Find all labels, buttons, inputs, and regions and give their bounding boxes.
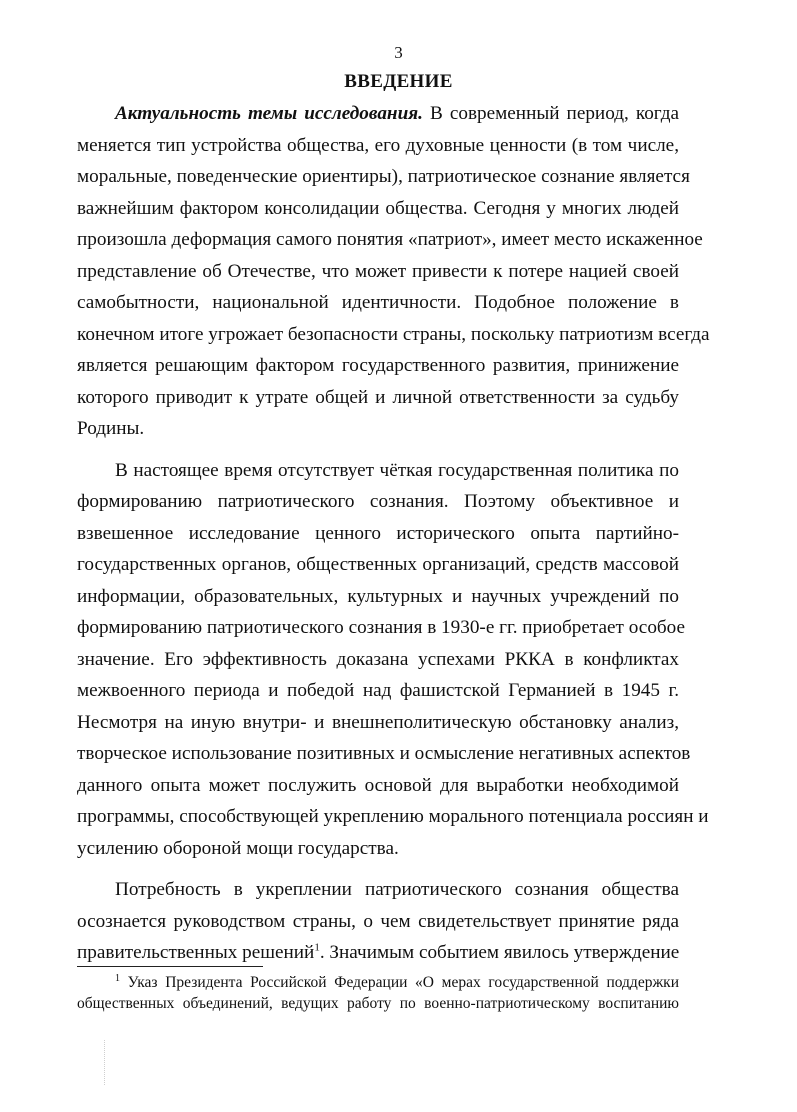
section-heading: ВВЕДЕНИЕ — [344, 71, 453, 92]
paragraph-line: В настоящее время отсутствует чёткая государственная политика по — [115, 459, 679, 481]
paragraph-lead: Актуальность темы исследования. — [115, 103, 423, 124]
paragraph-line: Актуальность темы исследования. В современный период, когда — [115, 103, 679, 124]
page-number: 3 — [394, 43, 403, 62]
paragraph-line: формированию патриотического сознания в 1930-е гг. приобретает особое — [77, 617, 686, 638]
paragraph-need — [77, 874, 679, 969]
paragraph-relevance — [77, 98, 710, 445]
paragraph-line: важнейшим фактором консолидации общества. Сегодня у многих людей — [77, 197, 679, 219]
paragraph-line: программы, способствующей укреплению морального потенциала россиян и — [77, 806, 709, 827]
paragraph-line: Потребность в укреплении патриотического сознания общества — [115, 879, 679, 900]
paragraph-line: представление об Отечестве, что может привести к потере нацией своей — [77, 260, 679, 282]
paragraph-line: конечном итоге угрожает безопасности страны, поскольку патриотизм всегда — [77, 323, 710, 345]
paragraph-line: творческое использование позитивных и осмысление негативных аспектов — [77, 743, 691, 764]
footnote-line: общественных объединений, ведущих работу по военно-патриотическому воспитанию — [77, 995, 679, 1012]
paragraph-line: усилению обороной мощи государства. — [77, 837, 399, 859]
paragraph-line: осознается руководством страны, о чем свидетельствует принятие ряда — [77, 910, 679, 932]
footnote-reference[interactable]: 1 — [314, 941, 320, 954]
paragraph-line: государственных органов, общественных организаций, средств массовой — [77, 554, 679, 575]
paragraph-line: межвоенного периода и победой над фашистской Германией в 1945 г. — [77, 680, 679, 701]
paragraph-line: произошла деформация самого понятия «патриот», имеет место искаженное — [77, 229, 703, 250]
paragraph-gap — [77, 445, 679, 455]
footnote-marker: 1 — [115, 972, 120, 984]
footnote-divider — [77, 966, 263, 967]
paragraph-gap — [77, 864, 679, 874]
paragraph-line: моральные, поведенческие ориентиры), патриотическое сознание является — [77, 166, 690, 187]
paragraph-line: меняется тип устройства общества, его духовные ценности (в том числе, — [77, 134, 679, 156]
scan-artifact — [104, 1040, 106, 1085]
paragraph-line: данного опыта может послужить основой для выработки необходимой — [77, 774, 679, 796]
paragraph-policy — [77, 455, 709, 865]
paragraph-line: является решающим фактором государственного развития, принижение — [77, 355, 679, 376]
paragraph-line: взвешенное исследование ценного исторического опыта партийно- — [77, 522, 679, 544]
paragraph-line: информации, образовательных, культурных и научных учреждений по — [77, 585, 679, 607]
footnote — [77, 972, 679, 1014]
body-text — [77, 98, 710, 969]
paragraph-line: правительственных решений$^1$. Значимым событием явилось утверждение — [77, 941, 680, 963]
paragraph-line: которого приводит к утрате общей и личной ответственности за судьбу — [77, 386, 679, 408]
paragraph-line: Родины. — [77, 418, 145, 439]
paragraph-line: самобытности, национальной идентичности. Подобное положение в — [77, 292, 679, 313]
paragraph-line: Несмотря на иную внутри- и внешнеполитическую обстановку анализ, — [77, 711, 679, 733]
footnote-line: $^1$ Указ Президента Российской Федерации «О мерах государственной поддержки — [115, 972, 679, 991]
paragraph-line: значение. Его эффективность доказана успехами РККА в конфликтах — [77, 648, 679, 670]
paragraph-line: формированию патриотического сознания. Поэтому объективное и — [77, 491, 679, 512]
